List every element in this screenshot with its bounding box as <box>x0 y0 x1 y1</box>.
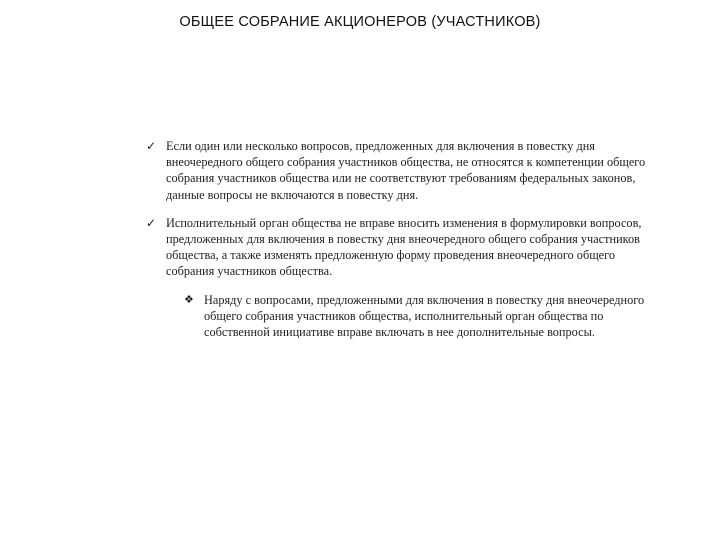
slide-content <box>146 138 652 340</box>
bullet-text: Исполнительный орган общества не вправе вносить изменения в формулировки вопросов, предложенных для включения в повестку дня внеочередного общего собрания участников общества, а также изменять предложенную форму проведения внеочередного общего собрания участников общества. <box>166 215 642 279</box>
sub-bullet-text: Наряду с вопросами, предложенными для включения в повестку дня внеочередного общего собрания участников общества, исполнительный орган общества по собственной инициативе вправе включать в нее дополнительные вопросы. <box>204 292 645 340</box>
diamond-bullet-icon: ❖ <box>184 292 194 306</box>
sub-bullet-item-additional-questions <box>184 292 648 341</box>
slide-title: ОБЩЕЕ СОБРАНИЕ АКЦИОНЕРОВ (УЧАСТНИКОВ) <box>179 14 541 30</box>
bullet-item-agenda-exclusion <box>146 138 652 203</box>
checkmark-icon: ✓ <box>146 215 157 230</box>
bullet-item-no-changes <box>146 215 652 280</box>
checkmark-icon: ✓ <box>146 139 157 153</box>
bullet-text: Если один или несколько вопросов, предложенных для включения в повестку дня внеочередного общего собрания участников общества, не относятся к компетенции общего собрания участников общества или не соответствуют требованиям федеральных законов, данные вопросы не включаются в повестку дня. <box>166 139 646 202</box>
